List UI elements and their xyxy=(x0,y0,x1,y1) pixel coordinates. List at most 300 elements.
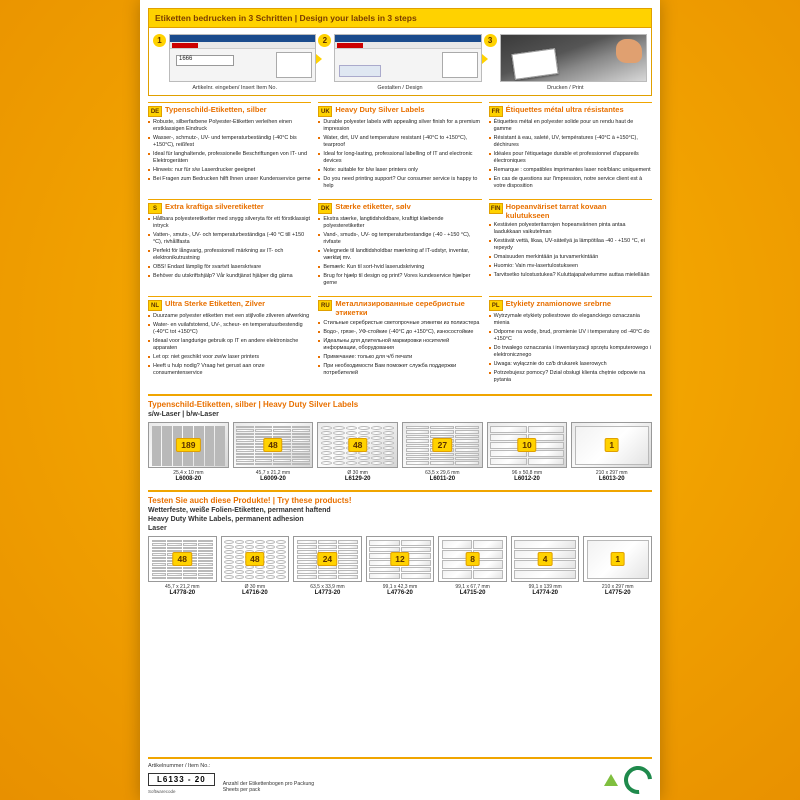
label-cell xyxy=(183,464,193,466)
label-cell xyxy=(266,570,275,574)
label-cell xyxy=(318,540,338,544)
label-cell xyxy=(205,464,215,466)
label-cell xyxy=(371,436,382,440)
label-cell xyxy=(430,426,454,429)
label-cell xyxy=(383,446,394,450)
language-bullet: Примечание: только для ч/б печати xyxy=(318,354,481,361)
label-cell xyxy=(383,431,394,435)
label-cell xyxy=(297,540,317,544)
label-sheet-preview xyxy=(366,536,435,582)
label-cell xyxy=(276,555,285,559)
label-dimensions: 99,1 x 42,3 mm xyxy=(382,584,418,591)
label-cell xyxy=(245,545,254,549)
label-cell xyxy=(346,456,357,460)
label-cell xyxy=(224,540,233,544)
photo-printer-printing xyxy=(500,34,647,82)
label-cell xyxy=(321,426,332,430)
section-subtitle-1: Wetterfeste, weiße Folien-Etiketten, permanent haftend xyxy=(148,507,331,515)
label-cell xyxy=(358,456,369,460)
language-bullet: Kestävät vettä, likaa, UV-säteilyä ja lämpötilaa -40 - +150 °C, ei repeydy xyxy=(489,238,652,252)
step-caption: Gestalten / Design xyxy=(377,85,423,91)
language-bullet: Idéales pour l'étiquetage durable et professionnel d'appareils électroniques xyxy=(489,151,652,165)
language-descriptions xyxy=(148,102,652,386)
label-cell xyxy=(297,555,317,559)
label-cell xyxy=(333,446,344,450)
label-cell xyxy=(255,570,264,574)
label-cell xyxy=(338,560,358,564)
label-dimensions: 45,7 x 21,2 mm xyxy=(255,470,291,477)
product-L4775-20[interactable] xyxy=(583,536,652,596)
label-cell xyxy=(276,565,285,569)
label-count-badge: 8 xyxy=(465,552,480,566)
language-block-pl xyxy=(489,296,652,386)
label-cell xyxy=(292,463,310,465)
flag-icon-dk: DK xyxy=(318,203,332,214)
label-count-badge: 1 xyxy=(604,438,619,452)
language-block-uk xyxy=(318,102,481,192)
label-cell xyxy=(162,464,172,466)
language-bullet: Behöver du utskriftshjälp? Vår kundtjänst hjälper dig gärna xyxy=(148,273,311,280)
language-bullet: Ideal für langhaltende, professionelle Beschriftungen von IT- und Elektrogeräten xyxy=(148,151,311,165)
label-cell xyxy=(318,570,338,574)
language-title: Typenschild-Etiketten, silber xyxy=(165,105,267,114)
header-panel xyxy=(148,8,652,96)
step-3 xyxy=(484,34,647,91)
language-bullet: Kestävien polyesteritarrojen hopeanvärinen pinta antaa laadukkaan vaikutelman xyxy=(489,222,652,236)
language-bullet: Velegnede til landtidsholdbar mærkning af IT-udstyr, inventar, værktøj mv. xyxy=(318,248,481,262)
label-cell xyxy=(358,431,369,435)
language-bullet: Huomio: Vain mv-lasertulostukseen xyxy=(489,263,652,270)
language-bullet-list xyxy=(318,216,481,287)
label-cell xyxy=(430,461,454,464)
screenshot-design-print-start xyxy=(169,34,316,82)
language-bullet: Идеальны для длительной маркировки носителей информации, оборудования xyxy=(318,338,481,352)
label-cell xyxy=(183,577,198,579)
product-code: L4775-20 xyxy=(604,590,631,597)
label-cell xyxy=(266,560,275,564)
item-number-label: Artikelnummer / Item No.: xyxy=(148,763,211,769)
label-cell xyxy=(455,453,479,456)
language-bullet: Ideal for long-lasting, professional labelling of IT and electronic devices xyxy=(318,151,481,165)
label-cell xyxy=(236,463,254,465)
label-cell xyxy=(406,430,430,433)
label-cell xyxy=(333,436,344,440)
language-title: Металлизированные серебристые этикетки xyxy=(335,299,465,317)
language-bullet: Remarque : compatibles imprimantes laser noir/blanc uniquement xyxy=(489,167,652,174)
step-1 xyxy=(153,34,316,91)
label-cell xyxy=(224,560,233,564)
label-dimensions: 210 x 297 mm xyxy=(595,470,628,477)
label-cell xyxy=(297,560,317,564)
label-cell xyxy=(455,435,479,438)
label-dimensions: 45,7 x 21,2 mm xyxy=(165,584,200,591)
label-sheet-preview xyxy=(583,536,652,582)
recycling-icons xyxy=(604,766,652,794)
label-cell xyxy=(276,570,285,574)
label-dimensions: 210 x 297 mm xyxy=(601,584,634,591)
language-bullet: Ideaal voor langdurige gebruik op IT en andere elektronische apparaten xyxy=(148,338,311,352)
label-cell xyxy=(333,431,344,435)
label-cell xyxy=(266,540,275,544)
product-L6129-20[interactable] xyxy=(317,422,398,482)
label-cell xyxy=(321,436,332,440)
label-cell xyxy=(371,456,382,460)
label-cell xyxy=(369,567,399,573)
step-number: 3 xyxy=(484,34,497,47)
label-cell xyxy=(369,547,399,553)
label-dimensions: Ø 30 mm xyxy=(244,584,266,591)
software-code-label: Softwarecode xyxy=(148,789,176,794)
label-count-badge: 10 xyxy=(517,438,536,452)
label-cell xyxy=(346,431,357,435)
label-cell xyxy=(371,426,382,430)
label-cell xyxy=(297,565,317,569)
product-L6008-20[interactable] xyxy=(148,422,229,482)
label-cell xyxy=(406,435,430,438)
label-cell xyxy=(383,436,394,440)
label-cell xyxy=(235,575,244,579)
label-cell xyxy=(215,464,225,466)
label-cell xyxy=(455,430,479,433)
label-cell xyxy=(297,570,317,574)
label-cell xyxy=(245,570,254,574)
language-block-fr xyxy=(489,102,652,192)
language-block-nl xyxy=(148,296,311,386)
label-cell xyxy=(224,550,233,554)
language-block-dk xyxy=(318,199,481,289)
product-L4778-20[interactable] xyxy=(148,536,217,596)
product-code: L4778-20 xyxy=(169,590,196,597)
label-sheet-preview xyxy=(317,422,398,468)
label-count-badge: 48 xyxy=(245,552,264,566)
label-cell xyxy=(406,461,430,464)
label-dimensions: 25,4 x 10 mm xyxy=(173,470,204,477)
label-cell xyxy=(255,545,264,549)
steps-row xyxy=(149,28,651,95)
label-cell xyxy=(490,458,526,465)
language-bullet: Robuste, silberfarbene Polyester-Etiketten verleihen einen erstklassigen Eindruck xyxy=(148,119,311,133)
language-bullet-list xyxy=(318,320,481,377)
label-cell xyxy=(473,570,503,579)
label-cell xyxy=(297,545,317,549)
flag-icon-s: S xyxy=(148,203,162,214)
language-bullet-list xyxy=(148,119,311,183)
label-cell xyxy=(276,540,285,544)
label-cell xyxy=(152,464,162,466)
language-bullet: Note: suitable for b/w laser printers only xyxy=(318,167,481,174)
label-cell xyxy=(152,577,167,579)
language-bullet: Uwaga: wyłącznie do cz/b drukarek laserowych xyxy=(489,361,652,368)
label-sheet-preview xyxy=(233,422,314,468)
label-cell xyxy=(338,570,358,574)
language-bullet: При необходимости Вам поможет служба поддержки потребителей xyxy=(318,363,481,377)
label-cell xyxy=(406,448,430,451)
label-cell xyxy=(321,431,332,435)
product-code: L6008-20 xyxy=(175,476,202,483)
product-L6011-20[interactable] xyxy=(402,422,483,482)
label-cell xyxy=(455,461,479,464)
label-cell xyxy=(297,550,317,554)
recycle-loop-icon xyxy=(618,760,657,799)
language-block-ru xyxy=(318,296,481,386)
language-bullet-list xyxy=(318,119,481,190)
label-cell xyxy=(333,456,344,460)
step-caption: Drucken / Print xyxy=(547,85,584,91)
label-cell xyxy=(235,555,244,559)
language-bullet: Hållbara polyesteretiketter med snygg silveryta för ett förstklassigt intryck xyxy=(148,216,311,230)
document-page xyxy=(140,0,660,800)
label-cell xyxy=(266,565,275,569)
language-title: Stærke etiketter, sølv xyxy=(335,202,411,212)
label-count-badge: 48 xyxy=(173,552,192,566)
label-sheet-preview xyxy=(571,422,652,468)
label-cell xyxy=(318,575,338,579)
label-cell xyxy=(338,575,358,579)
language-bullet: Ekstra stærke, langtidsholdbare, kraftigt klæbende polyesteretiketter xyxy=(318,216,481,230)
label-cell xyxy=(455,448,479,451)
label-cell xyxy=(276,560,285,564)
label-cell xyxy=(455,426,479,429)
language-bullet: Omaisuuden merkintään ja turvamerkintään xyxy=(489,254,652,261)
label-cell xyxy=(167,577,182,579)
label-cell xyxy=(321,456,332,460)
language-title: Extra kraftiga silveretiketter xyxy=(165,202,264,212)
label-sheet-preview xyxy=(221,536,290,582)
label-cell xyxy=(528,458,564,465)
product-list-silver xyxy=(148,422,652,482)
item-number-input-preview: 1666 xyxy=(179,56,193,62)
language-bullet: OBS! Endast lämplig för svartvit laserskrivare xyxy=(148,264,311,271)
label-cell xyxy=(514,570,576,579)
label-cell xyxy=(401,547,431,553)
label-cell xyxy=(235,565,244,569)
product-L4776-20[interactable] xyxy=(366,536,435,596)
quantity-note-en: Sheets per pack xyxy=(222,787,261,794)
product-section-silver xyxy=(148,394,652,482)
label-cell xyxy=(321,441,332,445)
quantity-note-de: Anzahl der Etikettenbogen pro Packung xyxy=(222,780,315,787)
label-cell xyxy=(235,570,244,574)
label-cell xyxy=(173,464,183,466)
flag-icon-de: DE xyxy=(148,106,162,117)
label-cell xyxy=(383,456,394,460)
label-cell xyxy=(297,575,317,579)
section-title: Typenschild-Etiketten, silber | Heavy Duty Silver Labels xyxy=(148,400,359,410)
label-cell xyxy=(442,540,472,549)
product-code: L4774-20 xyxy=(532,590,559,597)
section-subtitle-3: Laser xyxy=(148,525,167,533)
label-cell xyxy=(333,451,344,455)
label-cell xyxy=(266,550,275,554)
item-number-block xyxy=(148,763,215,794)
language-bullet-list xyxy=(489,119,652,190)
label-cell xyxy=(338,540,358,544)
flag-icon-ru: RU xyxy=(318,300,332,311)
language-bullet: Durable polyester labels with appealing silver finish for a premium impression xyxy=(318,119,481,133)
label-count-badge: 48 xyxy=(348,438,367,452)
label-cell xyxy=(235,540,244,544)
label-cell xyxy=(430,430,454,433)
label-cell xyxy=(235,560,244,564)
label-cell xyxy=(224,555,233,559)
label-cell xyxy=(338,565,358,569)
item-number-value: L6133 - 20 xyxy=(148,773,215,786)
language-bullet: Let op: niet geschikt voor zw/w laser printers xyxy=(148,354,311,361)
label-dimensions: 99,1 x 139 mm xyxy=(528,584,562,591)
quantity-note xyxy=(223,781,314,795)
label-cell xyxy=(401,540,431,546)
label-count-badge: 27 xyxy=(433,438,452,452)
label-sheet-preview xyxy=(402,422,483,468)
label-cell xyxy=(455,444,479,447)
product-L6012-20[interactable] xyxy=(487,422,568,482)
label-cell xyxy=(245,540,254,544)
language-block-fin xyxy=(489,199,652,289)
label-count-badge: 189 xyxy=(176,438,200,452)
label-count-badge: 48 xyxy=(263,438,282,452)
language-title: Hopeanväriset tarrat kovaan kulutukseen xyxy=(505,202,607,220)
language-title: Ultra Sterke Etiketten, Zilver xyxy=(165,299,266,309)
language-title: Heavy Duty Silver Labels xyxy=(335,105,425,114)
language-bullet-list xyxy=(489,313,652,384)
product-code: L6009-20 xyxy=(260,476,286,483)
language-title: Etykiety znamionowe srebrne xyxy=(505,299,612,309)
label-cell xyxy=(321,446,332,450)
flag-icon-fr: FR xyxy=(489,106,503,117)
product-L6009-20[interactable] xyxy=(233,422,314,482)
language-bullet: Стильные серебристые светопрочные этикетки из полиэстера xyxy=(318,320,481,327)
flag-icon-nl: NL xyxy=(148,300,162,311)
language-bullet: Do you need printing support? Our consumer service is happy to help xyxy=(318,176,481,190)
label-cell xyxy=(358,461,369,465)
label-cell xyxy=(430,457,454,460)
product-code: L4773-20 xyxy=(314,590,341,597)
label-cell xyxy=(455,439,479,442)
language-bullet: Odporne na wodę, brud, promienie UV i temperaturę od -40°C do +150°C xyxy=(489,329,652,343)
recycle-triangle-icon xyxy=(604,774,618,786)
label-cell xyxy=(245,575,254,579)
language-bullet: Étiquettes métal en polyester solide pour un rendu haut de gamme xyxy=(489,119,652,133)
label-cell xyxy=(321,451,332,455)
language-bullet: Wasser-, schmutz-, UV- und temperaturbeständig (-40°C bis +150°C), reißfest xyxy=(148,135,311,149)
language-bullet: Bei Fragen zum Bedrucken hilft Ihnen unser Kundenservice gerne xyxy=(148,176,311,183)
screenshot-design-editor xyxy=(334,34,481,82)
step-caption: Artikelnr. eingeben/ Insert Item No. xyxy=(192,85,277,91)
label-cell xyxy=(255,575,264,579)
label-cell xyxy=(401,573,431,579)
section-subtitle: s/w-Laser | b/w-Laser xyxy=(148,411,219,419)
label-cell xyxy=(338,550,358,554)
label-cell xyxy=(338,545,358,549)
label-cell xyxy=(369,540,399,546)
language-bullet: Potrzebujesz pomocy? Dział obsługi klienta chętnie odpowie na pytania xyxy=(489,370,652,384)
label-cell xyxy=(273,463,291,465)
label-cell xyxy=(358,426,369,430)
section-subtitle-2: Heavy Duty White Labels, permanent adhesion xyxy=(148,516,304,524)
language-bullet-list xyxy=(148,313,311,377)
product-L4715-20[interactable] xyxy=(438,536,507,596)
product-L6013-20[interactable] xyxy=(571,422,652,482)
label-dimensions: 99,1 x 67,7 mm xyxy=(455,584,490,591)
label-sheet-preview xyxy=(148,536,217,582)
language-bullet: En cas de questions sur l'impression, notre service client est à votre disposition xyxy=(489,176,652,190)
label-cell xyxy=(406,457,430,460)
label-cell xyxy=(430,453,454,456)
label-cell xyxy=(276,575,285,579)
label-dimensions: 63,5 x 33,9 mm xyxy=(310,584,345,591)
section-title: Testen Sie auch diese Produkte! | Try these products! xyxy=(148,496,352,506)
label-cell xyxy=(338,555,358,559)
label-cell xyxy=(333,426,344,430)
language-bullet: Brug for hjælp til design og print? Vores kundeservice hjælper gerne xyxy=(318,273,481,287)
footer xyxy=(148,757,652,794)
language-bullet: Tarvitsetko tulostustukea? Kuluttajapalvelumme auttaa mielellään xyxy=(489,272,652,279)
product-L4773-20[interactable] xyxy=(293,536,362,596)
step-number: 2 xyxy=(318,34,331,47)
label-cell xyxy=(235,550,244,554)
label-count-badge: 1 xyxy=(610,552,625,566)
language-block-de xyxy=(148,102,311,192)
language-bullet: Résistant à eau, saleté, UV, températures (-40°C à +150°C), déchirures xyxy=(489,135,652,149)
language-bullet-list xyxy=(148,216,311,280)
language-bullet: Heeft u hulp nodig? Vraag het gerust aan onze consumentenservice xyxy=(148,363,311,377)
label-cell xyxy=(406,439,430,442)
label-cell xyxy=(224,545,233,549)
product-code: L4776-20 xyxy=(387,590,413,597)
label-cell xyxy=(266,545,275,549)
language-bullet: Perfekt för långvarig, professionell märkning av IT- och elektronikutrustning xyxy=(148,248,311,262)
label-cell xyxy=(401,567,431,573)
label-cell xyxy=(371,451,382,455)
label-cell xyxy=(442,570,472,579)
step-2 xyxy=(318,34,481,91)
language-title: Étiquettes métal ultra résistantes xyxy=(505,105,624,114)
label-cell xyxy=(383,461,394,465)
label-cell xyxy=(255,463,273,465)
language-bullet: Water, dirt, UV and temperature resistant (-40°C to +150°C), tearproof xyxy=(318,135,481,149)
label-count-badge: 4 xyxy=(538,552,553,566)
label-cell xyxy=(406,426,430,429)
label-sheet-preview xyxy=(148,422,229,468)
arrow-right-icon xyxy=(482,54,488,64)
language-block-s xyxy=(148,199,311,289)
label-cell xyxy=(224,570,233,574)
language-bullet: Do trwałego oznaczania i inwentaryzacji sprzętu komputerowego i elektronicznego xyxy=(489,345,652,359)
label-cell xyxy=(346,426,357,430)
language-bullet: Hinweis: nur für s/w Laserdrucker geeignet xyxy=(148,167,311,174)
label-sheet-preview xyxy=(438,536,507,582)
language-bullet-list xyxy=(489,222,652,279)
label-cell xyxy=(266,555,275,559)
label-cell xyxy=(276,550,285,554)
flag-icon-fin: FIN xyxy=(489,203,503,214)
language-bullet: Water- en vuilafstotend, UV-, scheur- en temperatuurbestendig (-40°C tot +150°C) xyxy=(148,322,311,336)
product-L4774-20[interactable] xyxy=(511,536,580,596)
page-title: Etiketten bedrucken in 3 Schritten | Design your labels in 3 steps xyxy=(149,9,651,28)
label-cell xyxy=(371,431,382,435)
product-L4716-20[interactable] xyxy=(221,536,290,596)
label-cell xyxy=(318,545,338,549)
label-cell xyxy=(406,444,430,447)
label-cell xyxy=(266,575,275,579)
product-code: L6011-20 xyxy=(429,476,456,483)
label-cell xyxy=(224,575,233,579)
product-code: L6012-20 xyxy=(514,476,540,483)
label-count-badge: 24 xyxy=(318,552,337,566)
label-cell xyxy=(255,540,264,544)
label-cell xyxy=(371,441,382,445)
label-cell xyxy=(371,461,382,465)
